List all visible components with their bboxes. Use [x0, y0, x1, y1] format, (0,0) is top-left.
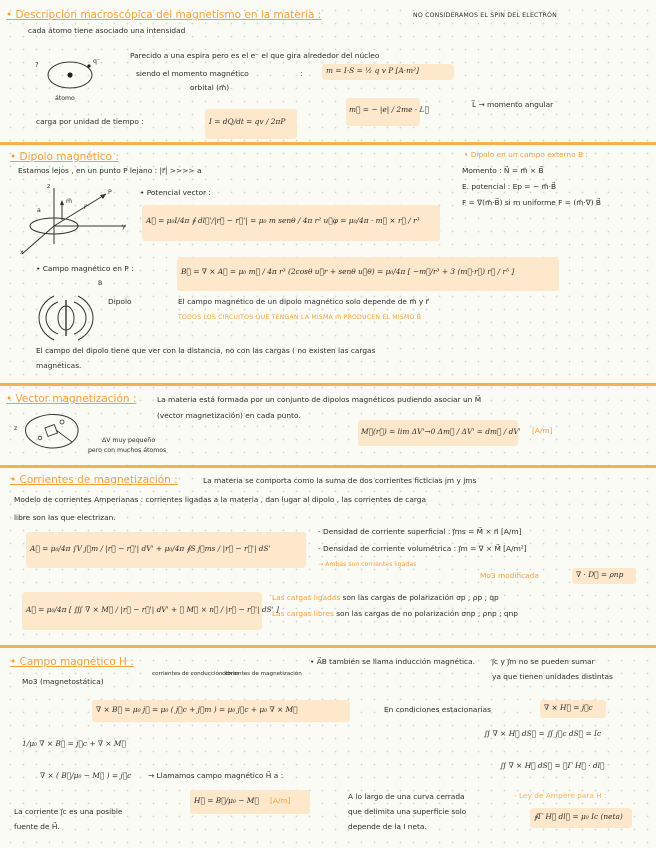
- external-potential: E. potencial : Ep = − m⃗·B⃗: [462, 182, 557, 191]
- cannot-sum-1: j⃗c y j⃗m no se pueden sumar: [492, 657, 595, 666]
- charge-per-time-label: carga por unidad de tiempo :: [36, 117, 144, 126]
- todos-circuitos-text: TODOS LOS CIRCUITOS QUE TENGAN LA MISMA m⃗ PRODUCEN EL MISMO B⃗: [178, 314, 422, 321]
- axis-y-label: y: [122, 223, 126, 230]
- orbital-label: orbital (m⃗): [190, 83, 230, 92]
- m-L-equation: m⃗ = − |e| / 2me · L⃗: [349, 105, 429, 114]
- bound-charges-line: [272, 594, 499, 603]
- divergence-equation: ∇ · D⃗ = ρnp: [576, 570, 624, 579]
- external-field-title: • Dipolo en un campo externo B :: [464, 150, 588, 159]
- magnetization-currents-label: corrientes de magnetización: [222, 671, 302, 677]
- svg-text:?: ?: [35, 61, 39, 69]
- currents-equation-2: A⃗ = μ₀/4π [ ∭ ∇ × M⃗ / |r⃗ − r⃗'| dV' + ∯ M⃗ × n⃗ / |r⃗ − r⃗'| dS' ]: [26, 605, 279, 614]
- modified-mo3: Mo3 modificada: [480, 571, 539, 580]
- atom-diagram-icon: [34, 52, 114, 100]
- separator-4: [0, 645, 656, 648]
- field-B-label: B: [98, 280, 103, 287]
- s1-line1: cada átomo tiene asociado una intensidad: [28, 26, 186, 35]
- ampere-law-title: - Ley de Ampère para H :: [514, 791, 607, 800]
- field-equation: B⃗ = ∇ × A⃗ = μ₀ m⃗ / 4π r³ (2cosθ u⃗r + senθ u⃗θ) = μ₀/4π [ −m⃗/r³ + 3 (m⃗·r⃗) r⃗ / r⁵ ]: [181, 267, 515, 276]
- angular-momentum-label: L⃗ → momento angular: [472, 100, 554, 109]
- potential-equation: A⃗ = μ₀I/4π ∮ dl⃗'/|r⃗ − r⃗'| = μ₀ m senθ / 4π r² u⃗φ = μ₀/4π · m⃗ × r⃗ / r³: [146, 216, 420, 225]
- moment-label: siendo el momento magnético: [136, 69, 249, 78]
- dipole-field-lines-icon: [30, 292, 102, 344]
- closed-curve-2: que delimita una superficie solo: [348, 807, 467, 816]
- magnetization-equation: M⃗(r⃗) = lim ΔV'→0 Δm⃗ / ΔV' = dm⃗ / dV': [361, 427, 521, 436]
- free-charges-desc: son las cargas de no polarización σnp ; ρnp ; qnp: [336, 609, 518, 618]
- llamamos-label: → Llamamos campo magnético H⃗ a :: [148, 771, 284, 780]
- curl-B-over-mu-equation: 1/μ₀ ∇ × B⃗ = j⃗c + ∇ × M⃗: [22, 739, 126, 748]
- mo3-magnetostatic: Mo3 (magnetostática): [22, 677, 104, 686]
- section1-title: • Descripción macroscópica del magnetismo en la materia :: [6, 9, 322, 21]
- external-force: F = ∇(m⃗·B⃗) si m uniforme F = (m⃗·∇) B⃗: [462, 198, 601, 207]
- magnetization-text-1: La materia está formada por un conjunto de dipolos magnéticos pudiendo asociar un M⃗: [157, 395, 482, 404]
- current-equation: I = dQ/dt = qv / 2πP: [209, 117, 286, 126]
- currents-text-2: Modelo de corrientes Amperianas : corrientes ligadas a la materia , dan lugar al dipolo , las corrientes de carga: [14, 495, 426, 504]
- field-label: • Campo magnético en P :: [36, 264, 134, 273]
- ampere-equation: ∮Γ H⃗ dl⃗ = μ₀ Ic (neta): [534, 812, 623, 821]
- free-charges-line: [272, 610, 518, 619]
- free-charges-label: Las cargas libres: [272, 609, 334, 618]
- far-point-text: Estamos lejos , en un punto P lejano : |r⃗| >>>> a: [18, 166, 202, 175]
- spin-note: NO CONSIDERAMOS EL SPIN DEL ELECTRÓN: [413, 12, 557, 19]
- charge-label: q⁻: [93, 58, 101, 65]
- bound-charges-desc: son las cargas de polarización σp ; ρp ; qp: [342, 593, 499, 602]
- closed-curve-3: depende de la I neta.: [348, 822, 427, 831]
- curl-equation: ∇ × B⃗ = μ₀ j⃗ = μ₀ ( j⃗c + j⃗m ) = μ₀ j⃗c + μ₀ ∇ × M⃗: [96, 705, 298, 714]
- volume-density: - Densidad de corriente volumétrica : j⃗m = ∇ × M⃗ [A/m²]: [318, 544, 527, 553]
- axis-z-label: z: [47, 183, 51, 190]
- axis-x-label: x: [20, 249, 24, 256]
- currents-text-1: La materia se comporta como la suma de dos corrientes ficticias jm y jms: [203, 476, 477, 485]
- s1-line2: Parecido a una espira pero es el e⁻ el que gira alrededor del núcleo: [130, 51, 380, 60]
- section3-title: • Vector magnetización :: [6, 393, 137, 405]
- vector-r-label: r⃗: [84, 204, 87, 211]
- surface-density: - Densidad de corriente superficial : j⃗ms = M⃗ × n⃗ [A/m]: [318, 527, 522, 536]
- atom-label: átomo: [55, 95, 75, 102]
- currents-text-3: libre son las que electrizan.: [14, 513, 116, 522]
- conduction-currents-label: corrientes de conducción libres: [152, 671, 240, 677]
- svg-text:z: z: [14, 425, 18, 432]
- cannot-sum-2: ya que tienen unidades distintas: [492, 672, 613, 681]
- magnetization-unit: [A/m]: [532, 426, 553, 435]
- moment-colon: :: [300, 69, 303, 78]
- potential-label: • Potencial vector :: [140, 188, 211, 197]
- moment-equation: m = I·S = ½ q v P [A·m²]: [326, 66, 419, 75]
- bound-charges-label: Las cargas ligadas: [272, 593, 341, 602]
- section5-title: • Campo magnético H :: [10, 656, 134, 668]
- stokes-equation-1: ∬ ∇ × H⃗ dS⃗ = ∬ j⃗c dS⃗ = Ic: [484, 729, 602, 738]
- distance-text-1: El campo del dipolo tiene que ver con la distancia, no con las cargas ( no existen las cargas: [36, 346, 376, 355]
- volume-element-icon: [14, 408, 92, 456]
- depends-text: El campo magnético de un dipolo magnético solo depende de m⃗ y r⃗: [178, 297, 429, 306]
- magnetization-text-2: (vector magnetización) en cada punto.: [157, 411, 301, 420]
- distance-text-2: magnéticas.: [36, 361, 82, 370]
- external-momento: Momento : N⃗ = m⃗ × B⃗: [462, 166, 544, 175]
- stationary-conditions: En condiciones estacionarias: [384, 705, 491, 714]
- point-P-label: P: [108, 189, 112, 196]
- section4-title: • Corrientes de magnetización :: [10, 474, 178, 486]
- stationary-equation: ∇ × H⃗ = j⃗c: [544, 703, 593, 712]
- dipole-label: Dipolo: [108, 297, 132, 306]
- separator-1: [0, 142, 656, 145]
- closed-curve-1: A lo largo de una curva cerrada: [348, 792, 465, 801]
- currents-equation-1: A⃗ = μ₀/4π ∫V j⃗m / |r⃗ − r⃗'| dV' + μ₀/4π ∮S j⃗ms / |r⃗ − r⃗'| dS': [30, 544, 271, 553]
- small-volume-1: ΔV muy pequeño: [102, 437, 156, 444]
- stokes-equation-2: ∬ ∇ × H⃗ dS⃗ = ∮Γ H⃗ · dl⃗: [500, 761, 605, 770]
- radius-a-label: a: [37, 207, 41, 214]
- small-volume-2: pero con muchos átomos: [88, 447, 167, 454]
- H-unit: [A/m]: [270, 796, 291, 805]
- dipole-axes-diagram-icon: [14, 180, 132, 260]
- curl-B-minus-M-equation: ∇ × ( B⃗/μ₀ − M⃗ ) = j⃗c: [40, 771, 132, 780]
- H-equation: H⃗ = B⃗/μ₀ − M⃗: [194, 796, 259, 805]
- vector-m-label: m⃗: [66, 198, 73, 205]
- both-bound-currents: → Ambas son corrientes ligadas: [318, 561, 417, 568]
- separator-3: [0, 465, 656, 468]
- separator-2: [0, 383, 656, 386]
- source-text-2: fuente de H⃗.: [14, 822, 60, 831]
- source-text-1: La corriente j⃗c es una posible: [14, 807, 123, 816]
- induction-note: • A⃗B también se llama inducción magnética.: [310, 657, 475, 666]
- section2-title: • Dipolo magnético :: [10, 151, 119, 163]
